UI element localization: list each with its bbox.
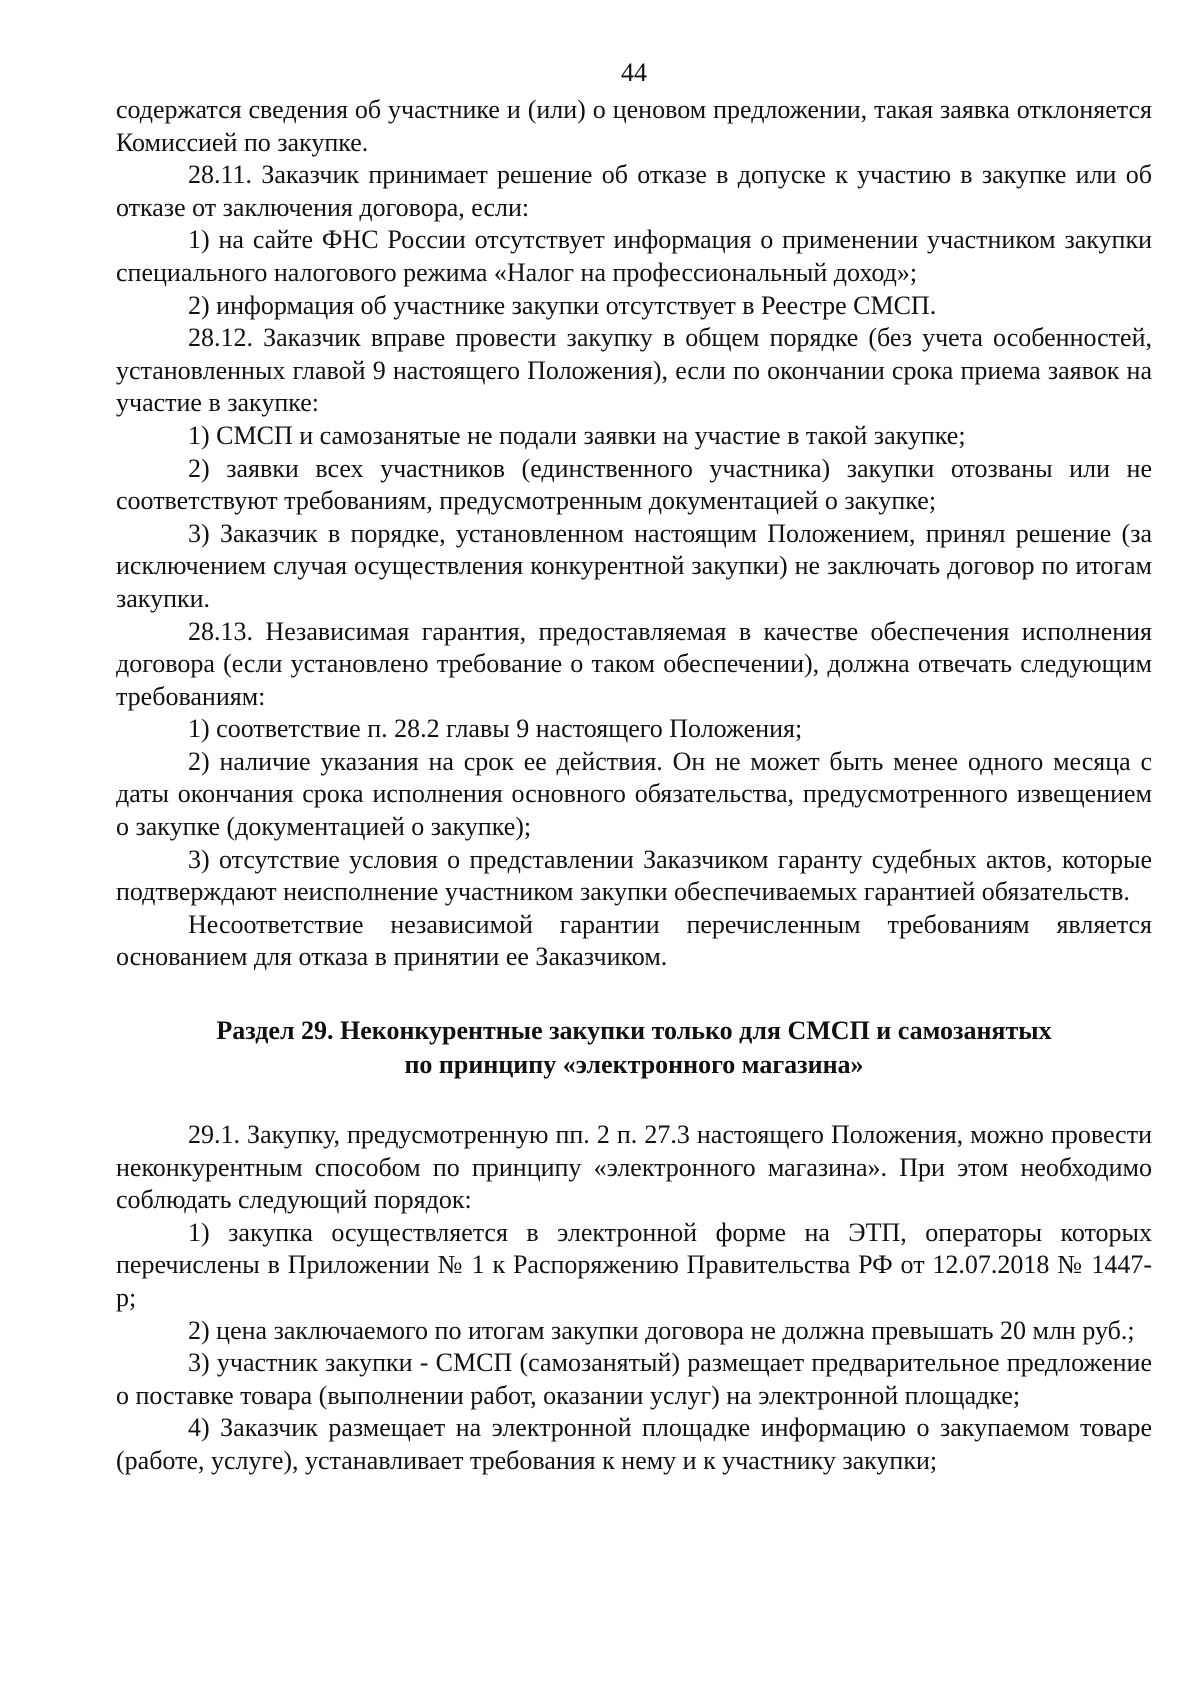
paragraph-29-1: 29.1. Закупку, предусмотренную пп. 2 п. 27.3 настоящего Положения, можно провести неконкурентным способом по принципу «электронного магазина». При этом необходимо соблюдать следующий порядок:: [116, 1120, 1152, 1215]
list-item: 1) закупка осуществляется в электронной форме на ЭТП, операторы которых перечислены в Приложении № 1 к Распоряжению Правительства РФ от 12.07.2018 № 1447-р;: [116, 1217, 1152, 1312]
list-item: 2) цена заключаемого по итогам закупки договора не должна превышать 20 млн руб.;: [188, 1315, 1135, 1345]
section-29-body: [116, 1119, 1152, 1478]
paragraph: Несоответствие независимой гарантии перечисленным требованиям является основанием для отказа в принятии ее Заказчиком.: [116, 909, 1152, 972]
section-heading-line: по принципу «электронного магазина»: [404, 1050, 864, 1080]
section-28-body: [116, 94, 1152, 974]
page-number: 44: [621, 58, 647, 87]
list-item: 2) заявки всех участников (единственного участника) закупки отозваны или не соответствуют требованиям, предусмотренным документацией о закупке;: [116, 453, 1152, 516]
list-item: 1) на сайте ФНС России отсутствует информация о применении участником закупки специального налогового режима «Налог на профессиональный доход»;: [116, 225, 1152, 287]
list-item: 3) отсутствие условия о представлении Заказчиком гаранту судебных актов, которые подтверждают неисполнение участником закупки обеспечиваемых гарантией обязательств.: [116, 844, 1152, 907]
paragraph-28-11: 28.11. Заказчик принимает решение об отказе в допуске к участию в закупке или об отказе от заключения договора, если:: [116, 160, 1152, 222]
list-item: 1) соответствие п. 28.2 главы 9 настоящего Положения;: [188, 714, 803, 744]
document-page: [116, 58, 1152, 1478]
section-heading-line: Раздел 29. Неконкурентные закупки только для СМСП и самозанятых: [216, 1016, 1052, 1046]
section-29-heading: [116, 1014, 1152, 1082]
paragraph-28-12: 28.12. Заказчик вправе провести закупку в общем порядке (без учета особенностей, установленных главой 9 настоящего Положения), если по окончании срока приема заявок на участие в закупке:: [116, 323, 1152, 418]
list-item: 2) информация об участнике закупки отсутствует в Реестре СМСП.: [188, 290, 937, 320]
list-item: 3) участник закупки - СМСП (самозанятый) размещает предварительное предложение о поставке товара (выполнении работ, оказании услуг) на электронной площадке;: [116, 1348, 1152, 1410]
list-item: 2) наличие указания на срок ее действия. Он не может быть менее одного месяца с даты окончания срока исполнения основного обязательства, предусмотренного извещением о закупке (документацией о закупке);: [116, 746, 1152, 842]
list-item: 4) Заказчик размещает на электронной площадке информацию о закупаемом товаре (работе, услуге), устанавливает требования к нему и к участнику закупки;: [116, 1413, 1152, 1475]
paragraph: содержатся сведения об участнике и (или) о ценовом предложении, такая заявка отклоняется Комиссией по закупке.: [116, 95, 1152, 157]
list-item: 3) Заказчик в порядке, установленном настоящим Положением, принял решение (за исключением случая осуществления конкурентной закупки) не заключать договор по итогам закупки.: [116, 518, 1152, 613]
paragraph-28-13: 28.13. Независимая гарантия, предоставляемая в качестве обеспечения исполнения договора (если установлено требование о таком обеспечении), должна отвечать следующим требованиям:: [116, 616, 1152, 711]
list-item: 1) СМСП и самозанятые не подали заявки на участие в такой закупке;: [188, 420, 966, 450]
